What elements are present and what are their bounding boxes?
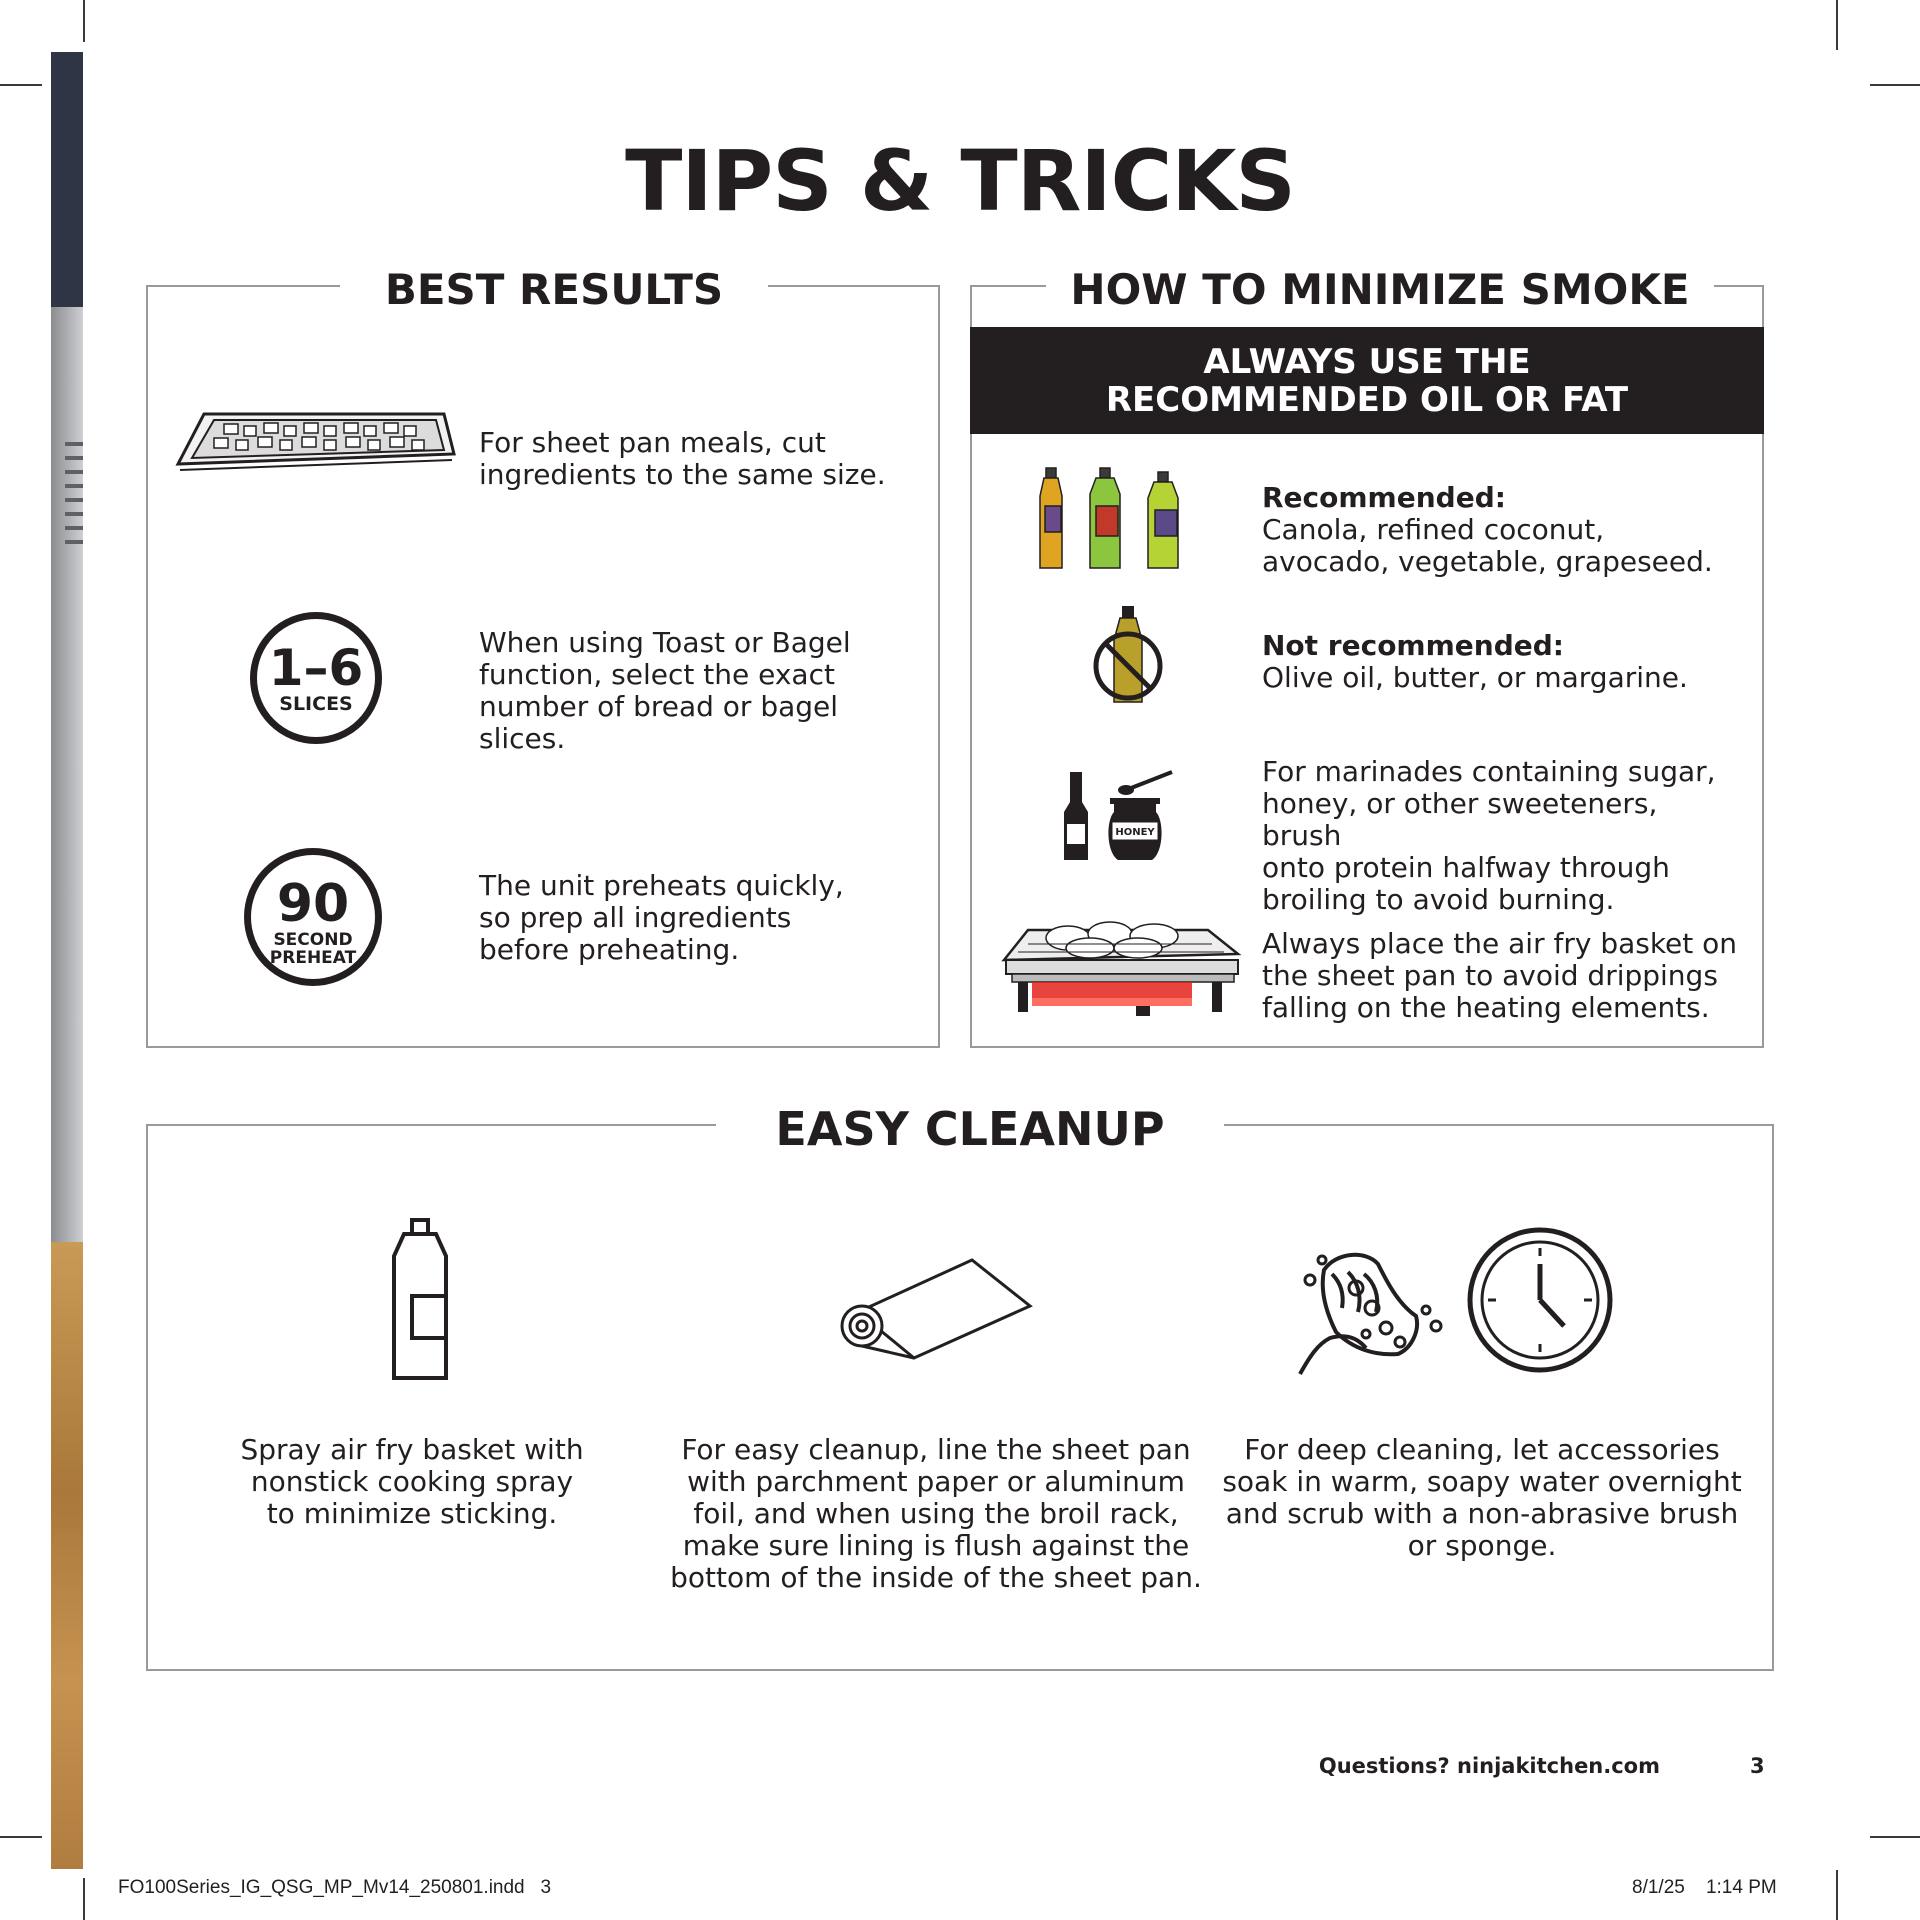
spray-tip-text: Spray air fry basket with nonstick cooking spray to minimize sticking. xyxy=(240,1433,584,1530)
page-number: 3 xyxy=(1750,1754,1765,1778)
crop-mark-bottom-left-vertical xyxy=(83,1878,85,1920)
lining-tip-text: For easy cleanup, line the sheet pan with parchment paper or aluminum foil, and when using the broil rack, make sure lining is flush against the bottom of the inside of the sheet pan. xyxy=(670,1433,1202,1594)
soak-tip-text: For deep cleaning, let accessories soak in warm, soapy water overnight and scrub with a non-abrasive brush or sponge. xyxy=(1222,1433,1742,1562)
preheat-badge-label-2: PREHEAT xyxy=(269,948,357,968)
recommended-oils-text: Recommended: Canola, refined coconut, avocado, vegetable, grapeseed. xyxy=(1262,481,1713,578)
minimize-smoke-heading: HOW TO MINIMIZE SMOKE xyxy=(1046,264,1714,316)
crop-mark-bottom-right-vertical xyxy=(1836,1870,1838,1920)
easy-cleanup-heading: EASY CLEANUP xyxy=(716,1101,1224,1157)
parchment-roll-icon xyxy=(836,1254,1030,1364)
best-results-text-3: The unit preheats quickly, so prep all ingredients before preheating. xyxy=(479,869,844,966)
best-results-heading: BEST RESULTS xyxy=(340,264,768,316)
footer-support-link[interactable]: Questions? ninjakitchen.com xyxy=(1318,1754,1660,1778)
best-results-text-1: For sheet pan meals, cut ingredients to the same size. xyxy=(479,426,886,491)
slices-badge-label: SLICES xyxy=(279,693,353,715)
crop-mark-top-left-horizontal xyxy=(0,84,42,86)
bleed-photo-strip xyxy=(51,52,83,1869)
recommended-oil-banner: ALWAYS USE THE RECOMMENDED OIL OR FAT xyxy=(970,327,1764,434)
best-results-text-2: When using Toast or Bagel function, select the exact number of bread or bagel slices. xyxy=(479,626,851,755)
preheat-badge-number: 90 xyxy=(276,874,350,934)
basket-tip-text: Always place the air fry basket on the sheet pan to avoid drippings falling on the heating elements. xyxy=(1262,927,1738,1024)
slug-timestamp: 8/1/25 1:14 PM xyxy=(1632,1877,1777,1898)
spray-can-icon xyxy=(390,1218,450,1382)
scrub-sponge-icon xyxy=(1296,1250,1456,1378)
crop-mark-top-right-vertical xyxy=(1836,0,1838,50)
sauce-and-honey-icon xyxy=(1056,768,1176,864)
not-recommended-text: Not recommended: Olive oil, butter, or margarine. xyxy=(1262,629,1688,694)
crop-mark-top-left-vertical xyxy=(83,0,85,42)
slices-badge-number: 1–6 xyxy=(268,639,364,697)
basket-on-sheet-pan-icon xyxy=(998,914,1242,1022)
preheat-badge xyxy=(244,848,382,986)
honey-jar-label: HONEY xyxy=(1115,827,1155,838)
crop-mark-bottom-right-horizontal xyxy=(1870,1836,1920,1838)
slug-filename: FO100Series_IG_QSG_MP_Mv14_250801.indd 3 xyxy=(118,1877,552,1898)
crop-mark-bottom-left-horizontal xyxy=(0,1836,42,1838)
crop-mark-top-right-horizontal xyxy=(1870,84,1920,86)
marinade-tip-text: For marinades containing sugar, honey, or other sweeteners, brush onto protein halfway through broiling to avoid burning. xyxy=(1262,755,1716,916)
no-olive-oil-icon xyxy=(1090,604,1166,706)
slices-badge xyxy=(250,612,382,744)
page-title: TIPS & TRICKS xyxy=(625,132,1295,230)
oil-bottles-icon xyxy=(1034,466,1194,572)
clock-icon xyxy=(1466,1226,1614,1374)
preheat-badge-label-1: SECOND xyxy=(273,930,353,950)
sheet-pan-icon xyxy=(174,408,456,478)
